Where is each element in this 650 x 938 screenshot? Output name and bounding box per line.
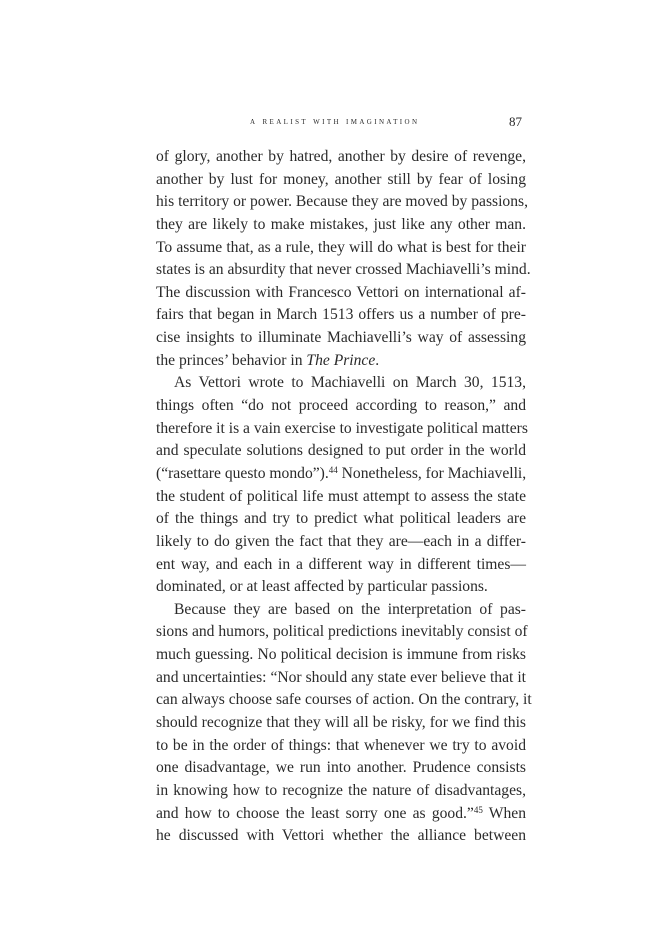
text-line: much guessing. No political decision is immune from risks [156, 646, 526, 664]
page-number: 87 [509, 114, 522, 129]
text-fragment: . [375, 351, 380, 369]
text-fragment: Nonetheless, for Machiavelli, [337, 464, 527, 482]
text-line: his territory or power. Because they are moved by passions, [156, 193, 528, 211]
paragraph-3 [156, 599, 532, 848]
text-line: another by lust for money, another still by fear of losing [156, 170, 526, 188]
text-line: sions and humors, political predictions inevitably consist of [156, 623, 528, 641]
text-line: the student of political life must attempt to assess the state [156, 487, 526, 505]
text-fragment: When [482, 804, 526, 822]
text-fragment: and how to choose the least sorry one as good.” [156, 804, 474, 822]
running-head-title: a realist with imagination [250, 116, 420, 127]
text-line: one disadvantage, we run into another. Prudence consists [156, 759, 526, 777]
text-line: states is an absurdity that never crossed Machiavelli’s mind. [156, 261, 531, 279]
paragraph-1 [156, 146, 531, 372]
text-line [156, 463, 526, 486]
footnote-marker: 44 [328, 465, 338, 476]
text-line: of glory, another by hatred, another by desire of revenge, [156, 148, 526, 165]
text-fragment: the princes’ behavior in [156, 351, 307, 369]
text-line: ent way, and each in a different way in different times— [156, 555, 526, 573]
text-line: they are likely to make mistakes, just like any other man. [156, 215, 526, 233]
text-line: can always choose safe courses of action. On the contrary, it [156, 691, 532, 709]
text-line: he discussed with Vettori whether the alliance between [156, 827, 526, 845]
text-line: should recognize that they will all be risky, for we find this [156, 714, 526, 732]
text-fragment: (“rasettare questo mondo”). [156, 464, 329, 482]
text-line: and uncertainties: “Nor should any state ever believe that it [156, 668, 526, 686]
body-text [156, 146, 532, 848]
book-title-italic: The Prince [306, 351, 376, 369]
text-line: to be in the order of things: that whenever we try to avoid [156, 736, 526, 754]
text-line: As Vettori wrote to Machiavelli on March 30, 1513, [174, 374, 526, 392]
running-head [156, 114, 526, 130]
text-line: cise insights to illuminate Machiavelli’s way of assessing [156, 329, 526, 347]
text-line [156, 803, 526, 826]
text-line: dominated, or at least affected by particular passions. [156, 578, 488, 596]
text-line: The discussion with Francesco Vettori on international af- [156, 283, 526, 301]
text-line: and speculate solutions designed to put order in the world [156, 442, 526, 460]
text-line: therefore it is a vain exercise to investigate political matters [156, 419, 528, 437]
text-line [156, 350, 526, 373]
text-line: Because they are based on the interpretation of pas- [174, 600, 526, 618]
footnote-marker: 45 [473, 804, 483, 815]
paragraph-2 [156, 372, 526, 598]
text-line: in knowing how to recognize the nature of disadvantages, [156, 781, 526, 799]
text-line: fairs that began in March 1513 offers us a number of pre- [156, 306, 526, 324]
text-line: of the things and try to predict what political leaders are [156, 510, 526, 528]
text-line: likely to do given the fact that they are—each in a differ- [156, 532, 526, 550]
text-line: To assume that, as a rule, they will do what is best for their [156, 238, 526, 256]
text-line: things often “do not proceed according to reason,” and [156, 397, 526, 415]
